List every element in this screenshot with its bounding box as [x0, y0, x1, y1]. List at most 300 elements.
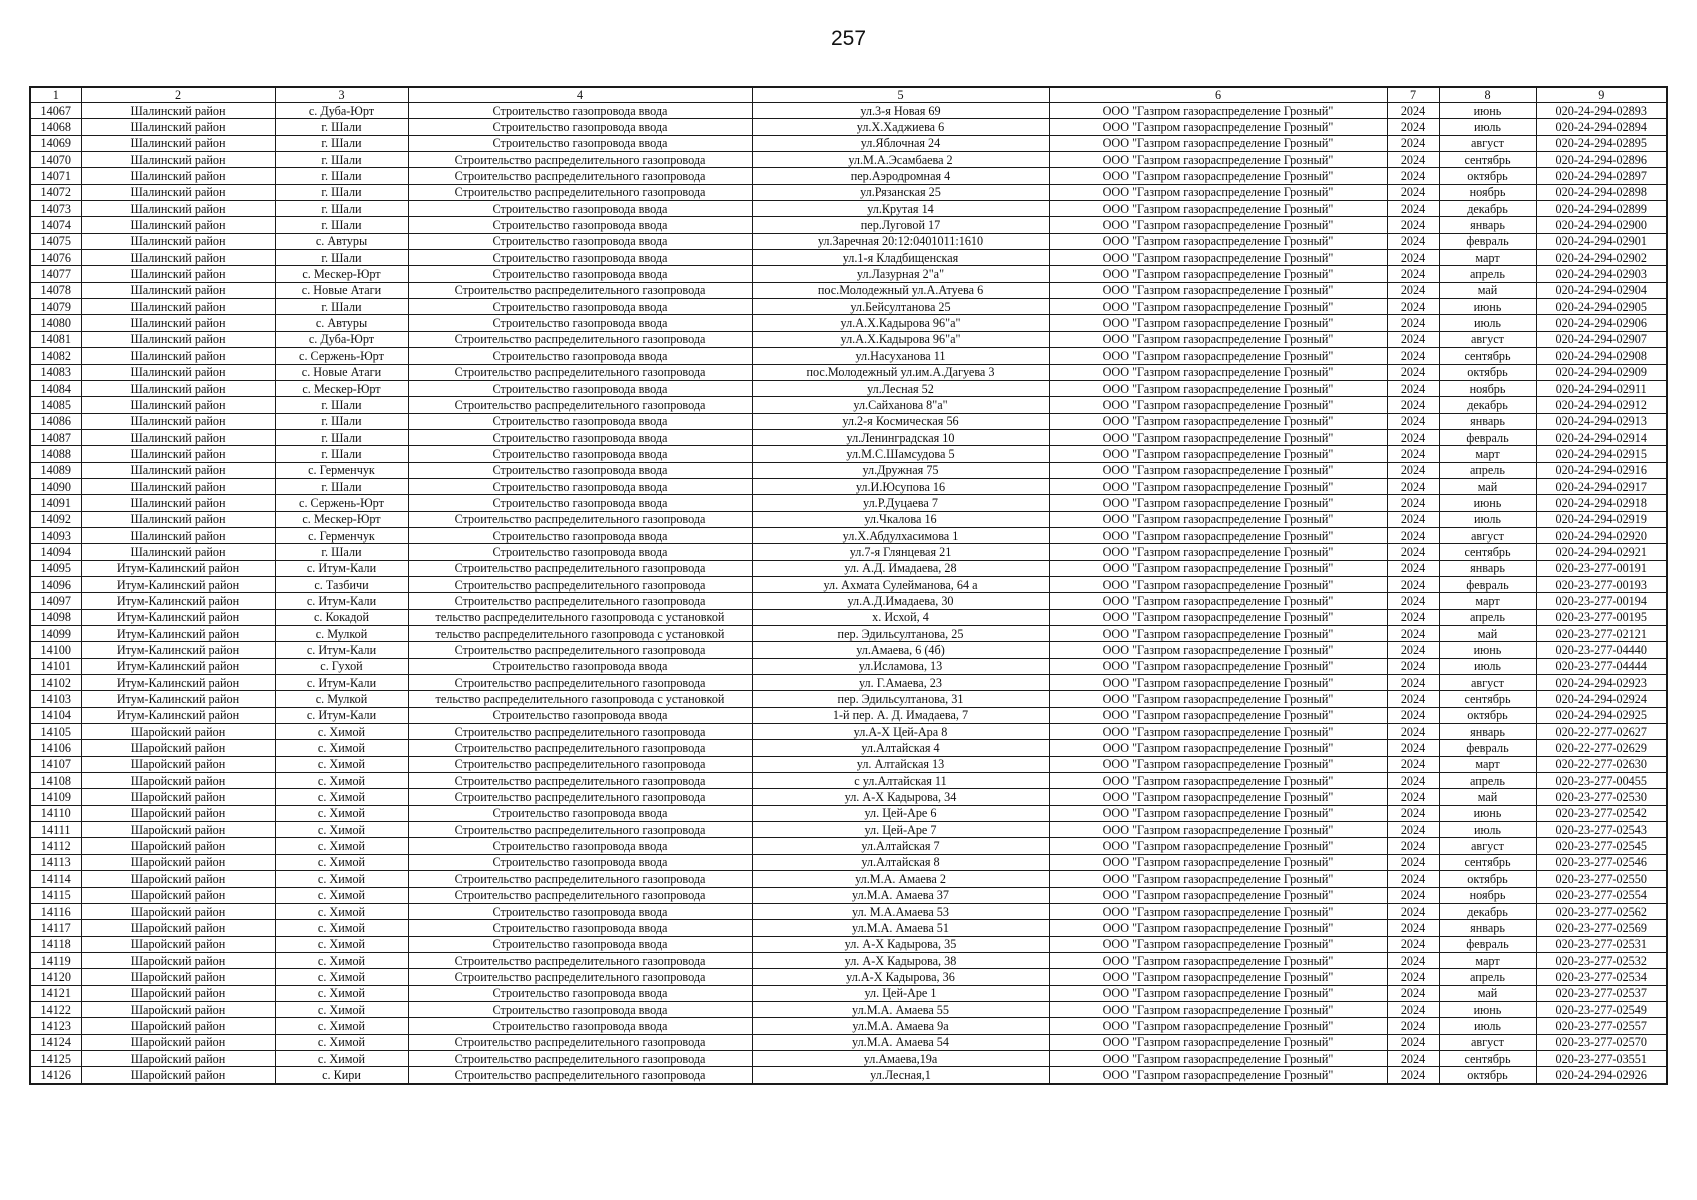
settlement-cell: с. Мулкой — [275, 626, 408, 642]
month-cell: апрель — [1439, 266, 1536, 282]
work-type-cell: Строительство газопровода ввода — [408, 920, 752, 936]
settlement-cell: г. Шали — [275, 413, 408, 429]
address-cell: ул.2-я Космическая 56 — [752, 413, 1049, 429]
table-row — [30, 397, 1667, 413]
work-type-cell: Строительство газопровода ввода — [408, 266, 752, 282]
address-cell: ул.Исламова, 13 — [752, 658, 1049, 674]
table-row — [30, 527, 1667, 543]
header-col-8: 8 — [1439, 87, 1536, 103]
month-cell: сентябрь — [1439, 348, 1536, 364]
organization-cell: ООО "Газпром газораспределение Грозный" — [1049, 478, 1387, 494]
code-cell: 020-22-277-02629 — [1536, 740, 1667, 756]
settlement-cell: г. Шали — [275, 429, 408, 445]
row-number-cell: 14105 — [30, 724, 81, 740]
code-cell: 020-23-277-02532 — [1536, 952, 1667, 968]
row-number-cell: 14082 — [30, 348, 81, 364]
code-cell: 020-23-277-02554 — [1536, 887, 1667, 903]
table-row — [30, 413, 1667, 429]
district-cell: Шалинский район — [81, 413, 275, 429]
settlement-cell: с. Итум-Кали — [275, 560, 408, 576]
table-row — [30, 985, 1667, 1001]
table-row — [30, 789, 1667, 805]
year-cell: 2024 — [1387, 250, 1439, 266]
work-type-cell: Строительство распределительного газопровода — [408, 364, 752, 380]
settlement-cell: с. Итум-Кали — [275, 707, 408, 723]
district-cell: Шалинский район — [81, 250, 275, 266]
settlement-cell: г. Шали — [275, 446, 408, 462]
code-cell: 020-24-294-02921 — [1536, 544, 1667, 560]
code-cell: 020-24-294-02911 — [1536, 380, 1667, 396]
address-cell: ул.Ленинградская 10 — [752, 429, 1049, 445]
address-cell: ул.А.Д.Имадаева, 30 — [752, 593, 1049, 609]
settlement-cell: с. Химой — [275, 920, 408, 936]
district-cell: Шаройский район — [81, 789, 275, 805]
settlement-cell: с. Химой — [275, 1018, 408, 1034]
year-cell: 2024 — [1387, 331, 1439, 347]
page-number: 257 — [830, 27, 867, 50]
code-cell: 020-24-294-02925 — [1536, 707, 1667, 723]
work-type-cell: Строительство распределительного газопровода — [408, 822, 752, 838]
table-row — [30, 478, 1667, 494]
district-cell: Шаройский район — [81, 903, 275, 919]
month-cell: октябрь — [1439, 1067, 1536, 1084]
organization-cell: ООО "Газпром газораспределение Грозный" — [1049, 527, 1387, 543]
row-number-cell: 14122 — [30, 1001, 81, 1017]
row-number-cell: 14115 — [30, 887, 81, 903]
month-cell: март — [1439, 756, 1536, 772]
month-cell: сентябрь — [1439, 544, 1536, 560]
row-number-cell: 14120 — [30, 969, 81, 985]
settlement-cell: с. Химой — [275, 1050, 408, 1066]
row-number-cell: 14090 — [30, 478, 81, 494]
month-cell: февраль — [1439, 233, 1536, 249]
table-row — [30, 103, 1667, 119]
address-cell: ул. А-Х Кадырова, 35 — [752, 936, 1049, 952]
code-cell: 020-24-294-02893 — [1536, 103, 1667, 119]
row-number-cell: 14100 — [30, 642, 81, 658]
work-type-cell: Строительство распределительного газопровода — [408, 887, 752, 903]
month-cell: июль — [1439, 822, 1536, 838]
month-cell: февраль — [1439, 936, 1536, 952]
district-cell: Шалинский район — [81, 544, 275, 560]
code-cell: 020-24-294-02916 — [1536, 462, 1667, 478]
settlement-cell: с. Сержень-Юрт — [275, 495, 408, 511]
table-row — [30, 642, 1667, 658]
code-cell: 020-24-294-02919 — [1536, 511, 1667, 527]
work-type-cell: Строительство газопровода ввода — [408, 348, 752, 364]
settlement-cell: с. Дуба-Юрт — [275, 103, 408, 119]
code-cell: 020-23-277-02569 — [1536, 920, 1667, 936]
row-number-cell: 14114 — [30, 871, 81, 887]
settlement-cell: г. Шали — [275, 152, 408, 168]
table-row — [30, 691, 1667, 707]
row-number-cell: 14071 — [30, 168, 81, 184]
address-cell: ул.И.Юсупова 16 — [752, 478, 1049, 494]
organization-cell: ООО "Газпром газораспределение Грозный" — [1049, 282, 1387, 298]
table-row — [30, 854, 1667, 870]
row-number-cell: 14068 — [30, 119, 81, 135]
table-row — [30, 707, 1667, 723]
settlement-cell: с. Химой — [275, 805, 408, 821]
table-row — [30, 462, 1667, 478]
organization-cell: ООО "Газпром газораспределение Грозный" — [1049, 1067, 1387, 1084]
month-cell: сентябрь — [1439, 691, 1536, 707]
month-cell: май — [1439, 282, 1536, 298]
month-cell: декабрь — [1439, 397, 1536, 413]
code-cell: 020-23-277-02545 — [1536, 838, 1667, 854]
table-row — [30, 429, 1667, 445]
district-cell: Шаройский район — [81, 887, 275, 903]
organization-cell: ООО "Газпром газораспределение Грозный" — [1049, 380, 1387, 396]
year-cell: 2024 — [1387, 593, 1439, 609]
year-cell: 2024 — [1387, 936, 1439, 952]
organization-cell: ООО "Газпром газораспределение Грозный" — [1049, 495, 1387, 511]
organization-cell: ООО "Газпром газораспределение Грозный" — [1049, 1050, 1387, 1066]
organization-cell: ООО "Газпром газораспределение Грозный" — [1049, 626, 1387, 642]
organization-cell: ООО "Газпром газораспределение Грозный" — [1049, 920, 1387, 936]
district-cell: Шалинский район — [81, 168, 275, 184]
address-cell: ул.Х.Хаджиева 6 — [752, 119, 1049, 135]
row-number-cell: 14087 — [30, 429, 81, 445]
table-row — [30, 1018, 1667, 1034]
work-type-cell: Строительство распределительного газопровода — [408, 675, 752, 691]
year-cell: 2024 — [1387, 773, 1439, 789]
district-cell: Шалинский район — [81, 527, 275, 543]
year-cell: 2024 — [1387, 152, 1439, 168]
address-cell: пер.Луговой 17 — [752, 217, 1049, 233]
organization-cell: ООО "Газпром газораспределение Грозный" — [1049, 838, 1387, 854]
code-cell: 020-23-277-02542 — [1536, 805, 1667, 821]
month-cell: январь — [1439, 413, 1536, 429]
settlement-cell: с. Новые Атаги — [275, 282, 408, 298]
district-cell: Шалинский район — [81, 152, 275, 168]
year-cell: 2024 — [1387, 462, 1439, 478]
organization-cell: ООО "Газпром газораспределение Грозный" — [1049, 1001, 1387, 1017]
address-cell: ул.М.А.Эсамбаева 2 — [752, 152, 1049, 168]
row-number-cell: 14113 — [30, 854, 81, 870]
work-type-cell: Строительство распределительного газопровода — [408, 952, 752, 968]
settlement-cell: с. Химой — [275, 969, 408, 985]
settlement-cell: с. Химой — [275, 952, 408, 968]
table-row — [30, 560, 1667, 576]
code-cell: 020-24-294-02918 — [1536, 495, 1667, 511]
month-cell: январь — [1439, 920, 1536, 936]
table-row — [30, 184, 1667, 200]
year-cell: 2024 — [1387, 364, 1439, 380]
organization-cell: ООО "Газпром газораспределение Грозный" — [1049, 152, 1387, 168]
address-cell: х. Исхой, 4 — [752, 609, 1049, 625]
address-cell: пер. Эдильсултанова, 31 — [752, 691, 1049, 707]
organization-cell: ООО "Газпром газораспределение Грозный" — [1049, 936, 1387, 952]
settlement-cell: с. Кири — [275, 1067, 408, 1084]
work-type-cell: Строительство распределительного газопровода — [408, 1034, 752, 1050]
month-cell: март — [1439, 593, 1536, 609]
month-cell: ноябрь — [1439, 887, 1536, 903]
work-type-cell: Строительство газопровода ввода — [408, 446, 752, 462]
work-type-cell: Строительство газопровода ввода — [408, 380, 752, 396]
month-cell: февраль — [1439, 429, 1536, 445]
district-cell: Итум-Калинский район — [81, 593, 275, 609]
row-number-cell: 14096 — [30, 576, 81, 592]
settlement-cell: с. Химой — [275, 822, 408, 838]
district-cell: Шаройский район — [81, 1001, 275, 1017]
district-cell: Шалинский район — [81, 135, 275, 151]
code-cell: 020-23-277-02546 — [1536, 854, 1667, 870]
header-col-5: 5 — [752, 87, 1049, 103]
address-cell: ул.Насуханова 11 — [752, 348, 1049, 364]
settlement-cell: г. Шали — [275, 217, 408, 233]
year-cell: 2024 — [1387, 560, 1439, 576]
table-row — [30, 952, 1667, 968]
code-cell: 020-24-294-02904 — [1536, 282, 1667, 298]
address-cell: ул. Цей-Аре 1 — [752, 985, 1049, 1001]
row-number-cell: 14110 — [30, 805, 81, 821]
month-cell: сентябрь — [1439, 854, 1536, 870]
district-cell: Шаройский район — [81, 756, 275, 772]
organization-cell: ООО "Газпром газораспределение Грозный" — [1049, 822, 1387, 838]
code-cell: 020-23-277-02557 — [1536, 1018, 1667, 1034]
organization-cell: ООО "Газпром газораспределение Грозный" — [1049, 756, 1387, 772]
organization-cell: ООО "Газпром газораспределение Грозный" — [1049, 691, 1387, 707]
row-number-cell: 14084 — [30, 380, 81, 396]
table-row — [30, 626, 1667, 642]
table-row — [30, 756, 1667, 772]
work-type-cell: Строительство газопровода ввода — [408, 103, 752, 119]
year-cell: 2024 — [1387, 920, 1439, 936]
month-cell: июнь — [1439, 495, 1536, 511]
year-cell: 2024 — [1387, 184, 1439, 200]
code-cell: 020-23-277-03551 — [1536, 1050, 1667, 1066]
table-row — [30, 544, 1667, 560]
settlement-cell: с. Итум-Кали — [275, 675, 408, 691]
table-row — [30, 380, 1667, 396]
code-cell: 020-24-294-02908 — [1536, 348, 1667, 364]
year-cell: 2024 — [1387, 429, 1439, 445]
organization-cell: ООО "Газпром газораспределение Грозный" — [1049, 168, 1387, 184]
organization-cell: ООО "Газпром газораспределение Грозный" — [1049, 903, 1387, 919]
address-cell: ул.3-я Новая 69 — [752, 103, 1049, 119]
row-number-cell: 14073 — [30, 201, 81, 217]
address-cell: ул.М.С.Шамсудова 5 — [752, 446, 1049, 462]
address-cell: ул.Яблочная 24 — [752, 135, 1049, 151]
year-cell: 2024 — [1387, 233, 1439, 249]
year-cell: 2024 — [1387, 626, 1439, 642]
work-type-cell: Строительство газопровода ввода — [408, 462, 752, 478]
table-row — [30, 282, 1667, 298]
table-row — [30, 217, 1667, 233]
address-cell: ул.А-Х Кадырова, 36 — [752, 969, 1049, 985]
row-number-cell: 14095 — [30, 560, 81, 576]
month-cell: октябрь — [1439, 364, 1536, 380]
table-row — [30, 969, 1667, 985]
code-cell: 020-23-277-02543 — [1536, 822, 1667, 838]
work-type-cell: Строительство распределительного газопровода — [408, 969, 752, 985]
organization-cell: ООО "Газпром газораспределение Грозный" — [1049, 135, 1387, 151]
month-cell: октябрь — [1439, 707, 1536, 723]
work-type-cell: Строительство распределительного газопровода — [408, 511, 752, 527]
district-cell: Шаройский район — [81, 1050, 275, 1066]
code-cell: 020-23-277-02570 — [1536, 1034, 1667, 1050]
organization-cell: ООО "Газпром газораспределение Грозный" — [1049, 201, 1387, 217]
district-cell: Итум-Калинский район — [81, 560, 275, 576]
header-col-6: 6 — [1049, 87, 1387, 103]
organization-cell: ООО "Газпром газораспределение Грозный" — [1049, 511, 1387, 527]
address-cell: ул.Бейсултанова 25 — [752, 299, 1049, 315]
settlement-cell: с. Кокадой — [275, 609, 408, 625]
address-cell: ул.А-Х Цей-Ара 8 — [752, 724, 1049, 740]
work-type-cell: Строительство газопровода ввода — [408, 429, 752, 445]
year-cell: 2024 — [1387, 740, 1439, 756]
month-cell: октябрь — [1439, 871, 1536, 887]
work-type-cell: Строительство газопровода ввода — [408, 135, 752, 151]
organization-cell: ООО "Газпром газораспределение Грозный" — [1049, 250, 1387, 266]
code-cell: 020-23-277-02534 — [1536, 969, 1667, 985]
address-cell: ул.А.Х.Кадырова 96"а" — [752, 315, 1049, 331]
district-cell: Шалинский район — [81, 119, 275, 135]
district-cell: Итум-Калинский район — [81, 675, 275, 691]
organization-cell: ООО "Газпром газораспределение Грозный" — [1049, 789, 1387, 805]
month-cell: март — [1439, 250, 1536, 266]
organization-cell: ООО "Газпром газораспределение Грозный" — [1049, 413, 1387, 429]
district-cell: Шаройский район — [81, 854, 275, 870]
address-cell: пос.Молодежный ул.им.А.Дагуева 3 — [752, 364, 1049, 380]
settlement-cell: с. Химой — [275, 1034, 408, 1050]
year-cell: 2024 — [1387, 871, 1439, 887]
work-type-cell: Строительство газопровода ввода — [408, 707, 752, 723]
organization-cell: ООО "Газпром газораспределение Грозный" — [1049, 119, 1387, 135]
code-cell: 020-22-277-02627 — [1536, 724, 1667, 740]
month-cell: август — [1439, 1034, 1536, 1050]
table-row — [30, 887, 1667, 903]
month-cell: апрель — [1439, 773, 1536, 789]
organization-cell: ООО "Газпром газораспределение Грозный" — [1049, 773, 1387, 789]
month-cell: март — [1439, 446, 1536, 462]
month-cell: май — [1439, 478, 1536, 494]
address-cell: пер. Эдильсултанова, 25 — [752, 626, 1049, 642]
address-cell: ул.Лесная 52 — [752, 380, 1049, 396]
district-cell: Шалинский район — [81, 233, 275, 249]
organization-cell: ООО "Газпром газораспределение Грозный" — [1049, 348, 1387, 364]
code-cell: 020-23-277-02530 — [1536, 789, 1667, 805]
district-cell: Шалинский район — [81, 103, 275, 119]
code-cell: 020-24-294-02912 — [1536, 397, 1667, 413]
district-cell: Итум-Калинский район — [81, 626, 275, 642]
table-body — [30, 103, 1667, 1084]
column-number-header-row — [30, 87, 1667, 103]
organization-cell: ООО "Газпром газораспределение Грозный" — [1049, 184, 1387, 200]
district-cell: Шалинский район — [81, 348, 275, 364]
row-number-cell: 14067 — [30, 103, 81, 119]
organization-cell: ООО "Газпром газораспределение Грозный" — [1049, 462, 1387, 478]
table-row — [30, 675, 1667, 691]
work-type-cell: Строительство газопровода ввода — [408, 544, 752, 560]
month-cell: июнь — [1439, 642, 1536, 658]
row-number-cell: 14097 — [30, 593, 81, 609]
row-number-cell: 14099 — [30, 626, 81, 642]
work-type-cell: Строительство распределительного газопровода — [408, 184, 752, 200]
table-row — [30, 903, 1667, 919]
work-type-cell: Строительство газопровода ввода — [408, 854, 752, 870]
work-type-cell: Строительство распределительного газопровода — [408, 397, 752, 413]
district-cell: Шалинский район — [81, 397, 275, 413]
work-type-cell: Строительство газопровода ввода — [408, 805, 752, 821]
row-number-cell: 14104 — [30, 707, 81, 723]
district-cell: Шалинский район — [81, 364, 275, 380]
row-number-cell: 14102 — [30, 675, 81, 691]
district-cell: Шаройский район — [81, 952, 275, 968]
table-row — [30, 773, 1667, 789]
organization-cell: ООО "Газпром газораспределение Грозный" — [1049, 397, 1387, 413]
organization-cell: ООО "Газпром газораспределение Грозный" — [1049, 544, 1387, 560]
month-cell: ноябрь — [1439, 380, 1536, 396]
organization-cell: ООО "Газпром газораспределение Грозный" — [1049, 642, 1387, 658]
row-number-cell: 14109 — [30, 789, 81, 805]
table-row — [30, 740, 1667, 756]
organization-cell: ООО "Газпром газораспределение Грозный" — [1049, 217, 1387, 233]
address-cell: ул.М.А. Амаева 54 — [752, 1034, 1049, 1050]
row-number-cell: 14103 — [30, 691, 81, 707]
code-cell: 020-24-294-02907 — [1536, 331, 1667, 347]
organization-cell: ООО "Газпром газораспределение Грозный" — [1049, 887, 1387, 903]
code-cell: 020-23-277-00194 — [1536, 593, 1667, 609]
month-cell: август — [1439, 838, 1536, 854]
address-cell: ул. А-Х Кадырова, 38 — [752, 952, 1049, 968]
table-row — [30, 805, 1667, 821]
work-type-cell: Строительство газопровода ввода — [408, 119, 752, 135]
table-row — [30, 658, 1667, 674]
month-cell: июль — [1439, 658, 1536, 674]
year-cell: 2024 — [1387, 217, 1439, 233]
month-cell: февраль — [1439, 740, 1536, 756]
code-cell: 020-22-277-02630 — [1536, 756, 1667, 772]
row-number-cell: 14088 — [30, 446, 81, 462]
address-cell: ул. Цей-Аре 7 — [752, 822, 1049, 838]
table-row — [30, 576, 1667, 592]
month-cell: май — [1439, 626, 1536, 642]
year-cell: 2024 — [1387, 887, 1439, 903]
gas-pipeline-register-table — [29, 86, 1668, 1085]
code-cell: 020-24-294-02903 — [1536, 266, 1667, 282]
table-row — [30, 593, 1667, 609]
district-cell: Шалинский район — [81, 282, 275, 298]
address-cell: ул.Амаева,19а — [752, 1050, 1049, 1066]
settlement-cell: г. Шали — [275, 250, 408, 266]
month-cell: январь — [1439, 724, 1536, 740]
organization-cell: ООО "Газпром газораспределение Грозный" — [1049, 707, 1387, 723]
address-cell: ул.Лесная,1 — [752, 1067, 1049, 1084]
month-cell: август — [1439, 331, 1536, 347]
district-cell: Шалинский район — [81, 462, 275, 478]
work-type-cell: Строительство распределительного газопровода — [408, 282, 752, 298]
table-row — [30, 119, 1667, 135]
header-col-1: 1 — [30, 87, 81, 103]
work-type-cell: Строительство газопровода ввода — [408, 903, 752, 919]
settlement-cell: с. Герменчук — [275, 462, 408, 478]
district-cell: Шаройский район — [81, 1034, 275, 1050]
work-type-cell: Строительство распределительного газопровода — [408, 871, 752, 887]
organization-cell: ООО "Газпром газораспределение Грозный" — [1049, 429, 1387, 445]
address-cell: пер.Аэродромная 4 — [752, 168, 1049, 184]
row-number-cell: 14072 — [30, 184, 81, 200]
settlement-cell: с. Химой — [275, 871, 408, 887]
address-cell: ул.Дружная 75 — [752, 462, 1049, 478]
organization-cell: ООО "Газпром газораспределение Грозный" — [1049, 364, 1387, 380]
work-type-cell: Строительство газопровода ввода — [408, 201, 752, 217]
code-cell: 020-23-277-04444 — [1536, 658, 1667, 674]
year-cell: 2024 — [1387, 135, 1439, 151]
work-type-cell: Строительство распределительного газопровода — [408, 642, 752, 658]
address-cell: пос.Молодежный ул.А.Атуева 6 — [752, 282, 1049, 298]
